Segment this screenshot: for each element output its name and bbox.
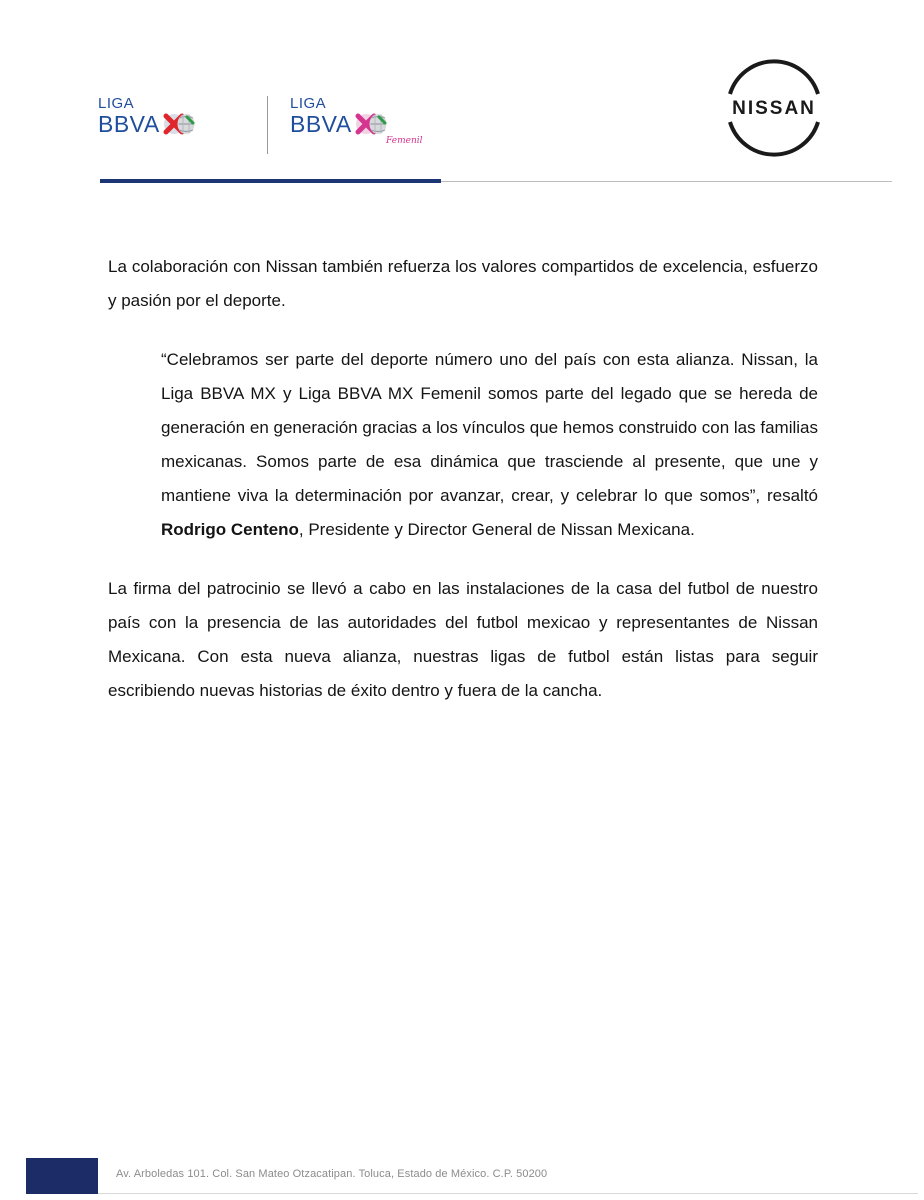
liga-bbva-mx-femenil-logo — [290, 95, 423, 156]
quote-text: “Celebramos ser parte del deporte número uno del país con esta alianza. Nissan, la Liga BBVA MX y Liga BBVA MX Femenil somos parte del legado que se hereda de generación en generación gracias a los vínculos que hemos construido con las familias mexicanas. Somos parte de esa dinámica que trasciende al presente, que une y mantiene viva la determinación por avanzar, crear, y celebrar lo que somos”, resaltó — [161, 350, 818, 505]
nissan-logo — [716, 58, 832, 158]
bbva-logo-word: BBVA — [98, 111, 160, 137]
header-accent-bar — [100, 179, 441, 183]
bbva-femenil-logo-word: BBVA — [290, 111, 352, 137]
quote-speaker: Rodrigo Centeno — [161, 520, 299, 539]
liga-logo-word: LIGA — [98, 95, 135, 112]
letterhead-header — [0, 0, 924, 190]
footer-divider — [98, 1193, 918, 1194]
quote-paragraph — [161, 343, 818, 547]
paragraph-signing: La firma del patrocinio se llevó a cabo en las instalaciones de la casa del futbol de nuestro país con la presencia de las autoridades del futbol mexicao y representantes de Nissan Mexicana. Con esta nueva alianza, nuestras ligas de futbol están listas para seguir escribiendo nuevas historias de éxito dentro y fuera de la cancha. — [108, 579, 818, 700]
document-body — [108, 250, 818, 708]
paragraph-collaboration: La colaboración con Nissan también refuerza los valores compartidos de excelencia, esfuerzo y pasión por el deporte. — [108, 257, 818, 310]
liga-mx-ball-icon — [163, 112, 195, 136]
footer-accent-block — [26, 1158, 98, 1194]
nissan-logo-text: NISSAN — [732, 98, 816, 119]
logo-divider — [267, 96, 268, 154]
liga-mx-femenil-ball-icon — [355, 112, 387, 136]
quote-attribution: , Presidente y Director General de Nissan Mexicana. — [298, 520, 695, 539]
liga-bbva-mx-logo — [98, 96, 195, 156]
liga-femenil-logo-word: LIGA — [290, 95, 327, 112]
footer-address: Av. Arboledas 101. Col. San Mateo Otzacatipan. Toluca, Estado de México. C.P. 50200 — [116, 1168, 548, 1180]
femenil-logo-word: Femenil — [386, 136, 423, 146]
